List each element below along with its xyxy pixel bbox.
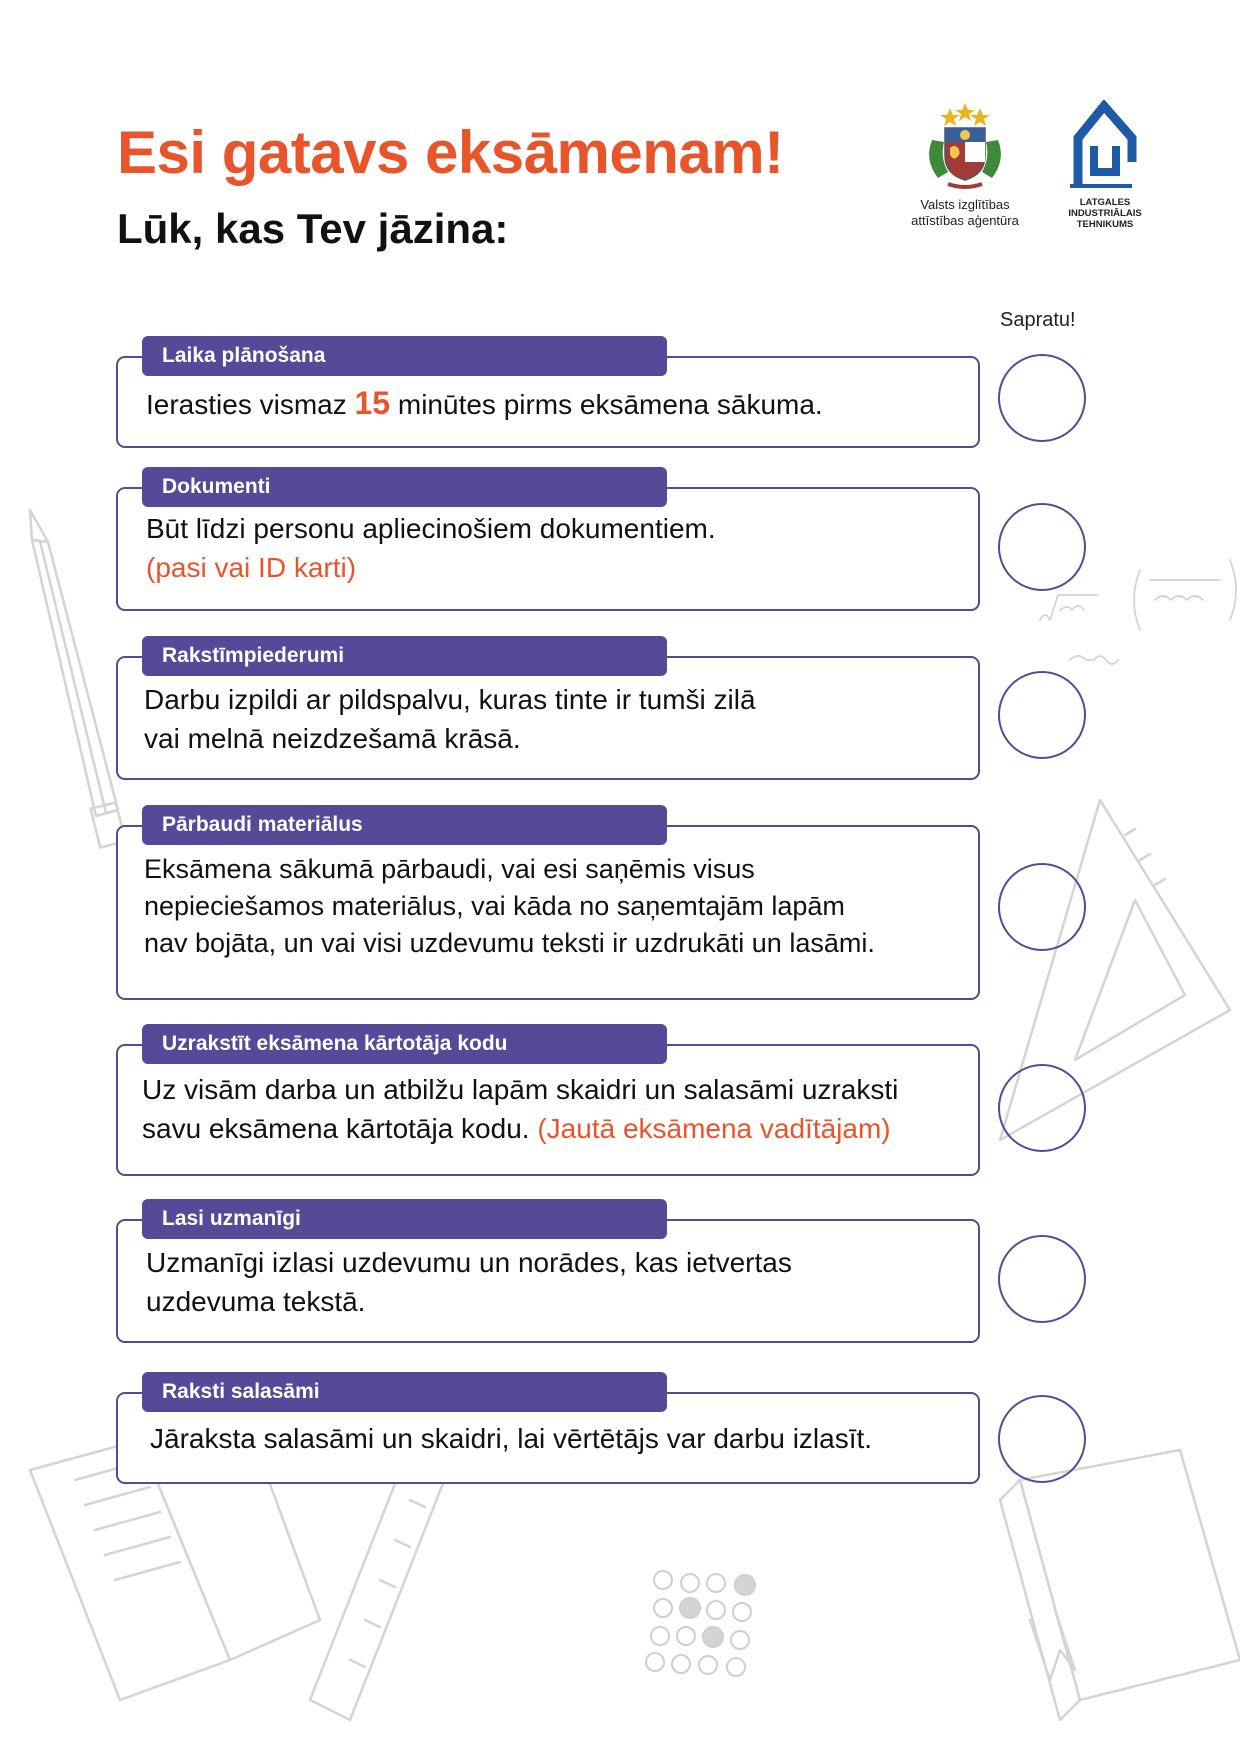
lit-name-line3: TEHNIKUMS [1076,219,1134,230]
item-text-highlight: (pasi vai ID karti) [146,552,357,583]
item-text-part: minūtes pirms eksāmena sākuma. [390,389,823,420]
dot-grid-decoration [646,1571,755,1676]
item-title: Raksti salasāmi [142,1372,667,1412]
item-text-line: Jāraksta salasāmi un skaidri, lai vērtētājs var darbu izlasīt. [150,1423,873,1454]
page-title: Esi gatavs eksāmenam! [117,119,784,186]
viaa-name-line1: Valsts izglītības [920,197,1010,212]
item-text [142,1070,898,1148]
item-box [116,825,980,1000]
page-subtitle: Lūk, kas Tev jāzina: [117,205,509,252]
item-text-line: Darbu izpildi ar pildspalvu, kuras tinte ir tumši zilā [144,684,756,715]
house-logo-icon [1070,100,1140,188]
confirm-checkbox-2[interactable] [998,503,1086,591]
item-title: Laika plānošana [142,336,667,376]
item-text [144,851,875,962]
confirm-checkbox-3[interactable] [998,671,1086,759]
item-text-part: savu eksāmena kārtotāja kodu. [142,1113,538,1144]
item-text-line: Eksāmena sākumā pārbaudi, vai esi saņēmis visus [144,854,755,884]
lit-name-line1: LATGALES [1079,197,1131,208]
viaa-logo [895,100,1035,229]
confirm-checkbox-4[interactable] [998,863,1086,951]
item-text [146,509,716,587]
item-text-line: nepieciešamos materiālus, vai kāda no saņemtajām lapām [144,891,845,921]
item-text [146,384,823,424]
item-text-line: nav bojāta, un vai visi uzdevumu teksti ir uzdrukāti un lasāmi. [144,928,875,958]
item-text-highlight: (Jautā eksāmena vadītājam) [537,1113,891,1144]
item-title: Pārbaudi materiālus [142,805,667,845]
confirm-checkbox-5[interactable] [998,1064,1086,1152]
item-title: Lasi uzmanīgi [142,1199,667,1239]
notebook-illustration [1000,1450,1240,1720]
lit-logo [1055,100,1155,230]
confirm-checkbox-1[interactable] [998,354,1086,442]
viaa-name-line2: attīstības aģentūra [911,213,1019,228]
confirm-checkbox-6[interactable] [998,1235,1086,1323]
minutes-number: 15 [354,385,391,421]
item-text-part: Ierasties vismaz [146,389,355,420]
lit-name-line2: INDUSTRIĀLAIS [1068,208,1142,219]
item-text-line: Uz visām darba un atbilžu lapām skaidri un salasāmi uzraksti [142,1074,899,1105]
item-text-line: Būt līdzi personu apliecinošiem dokumentiem. [146,513,716,544]
item-text-line: vai melnā neizdzešamā krāsā. [144,723,521,754]
item-title: Rakstīmpiederumi [142,636,667,676]
item-text [144,680,756,758]
coat-of-arms-icon [920,100,1010,190]
item-title: Dokumenti [142,467,667,507]
item-text [146,1243,792,1321]
understood-column-header: Sapratu! [1000,309,1076,331]
item-text [150,1419,872,1458]
item-text-line: Uzmanīgi izlasi uzdevumu un norādes, kas ietvertas [146,1247,792,1278]
item-title: Uzrakstīt eksāmena kārtotāja kodu [142,1024,667,1064]
pencil-illustration [30,510,125,848]
confirm-checkbox-7[interactable] [998,1395,1086,1483]
item-text-line: uzdevuma tekstā. [146,1286,366,1317]
